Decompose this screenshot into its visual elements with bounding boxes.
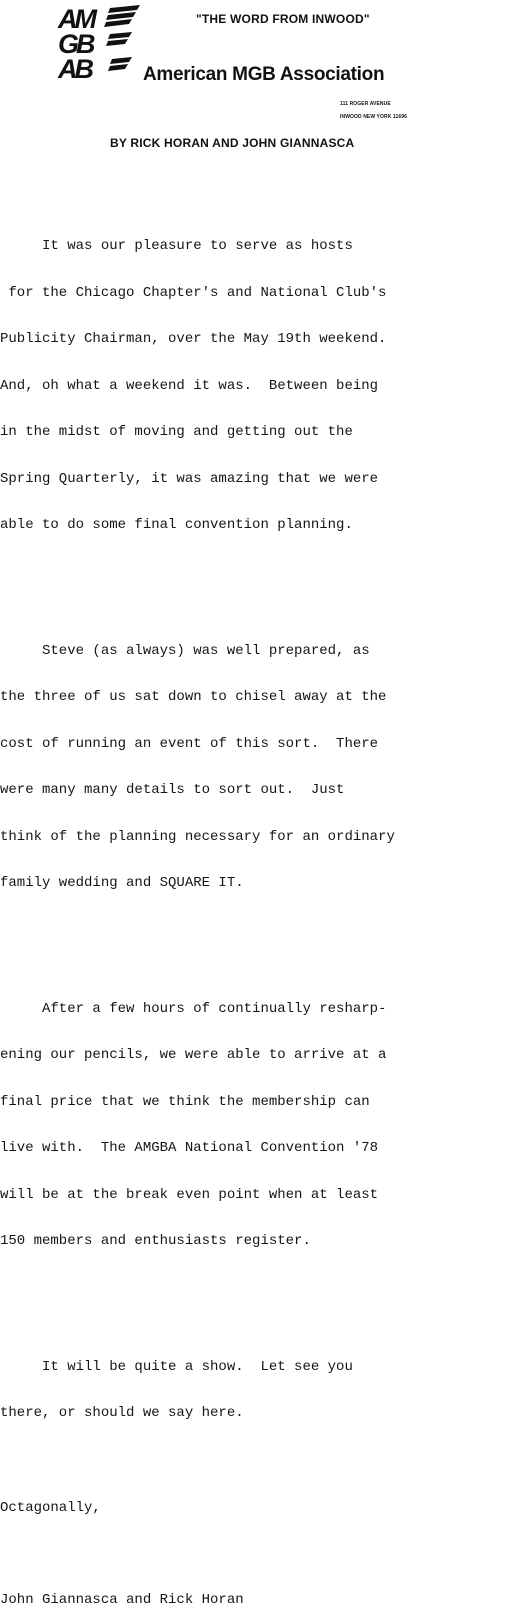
text-line: 150 members and enthusiasts register. [0, 1233, 311, 1249]
text-line: able to do some final convention planning. [0, 517, 353, 533]
closing: Octagonally, [0, 1499, 101, 1516]
text-line: for the Chicago Chapter's and National Club's [0, 284, 387, 301]
paragraph-2 [0, 613, 520, 923]
text-line: It was our pleasure to serve as hosts [0, 238, 353, 254]
logo-row-ab: AB [58, 54, 91, 84]
text-line: Steve (as always) was well prepared, as [0, 642, 370, 659]
text-line: cost of running an event of this sort. There [0, 735, 379, 752]
text-line: And, oh what a weekend it was. Between being [0, 377, 379, 394]
text-line: After a few hours of continually resharp- [0, 1000, 387, 1017]
signature: John Giannasca and Rick Horan [0, 1592, 244, 1608]
text-line: in the midst of moving and getting out the [0, 424, 353, 440]
text-line: family wedding and SQUARE IT. [0, 875, 244, 891]
text-line: there, or should we say here. [0, 1405, 244, 1421]
address-line-street: 111 ROGER AVENUE [340, 101, 391, 107]
text-line: Publicity Chairman, over the May 19th weekend. [0, 331, 387, 347]
logo-speed-stripes-icon [104, 5, 140, 71]
address-line-city: INWOOD NEW YORK 11696 [340, 114, 408, 120]
byline: BY RICK HORAN AND JOHN GIANNASCA [110, 136, 355, 150]
letter-body [0, 177, 520, 1624]
text-line: think of the planning necessary for an ordinary [0, 828, 395, 845]
paragraph-1 [0, 208, 520, 565]
paragraph-4 [0, 1329, 520, 1453]
text-line: ening our pencils, we were able to arrive at a [0, 1047, 387, 1063]
text-line: final price that we think the membership can [0, 1093, 370, 1110]
logo-row-am: AM [58, 4, 94, 34]
text-line: the three of us sat down to chisel away at the [0, 689, 387, 705]
paragraph-3 [0, 971, 520, 1281]
logo-row-gb: GB [58, 29, 93, 59]
association-name: American MGB Association [143, 64, 385, 85]
text-line: Spring Quarterly, it was amazing that we were [0, 470, 379, 487]
text-line: live with. The AMGBA National Convention '78 [0, 1140, 379, 1156]
text-line: It will be quite a show. Let see you [0, 1358, 353, 1375]
text-line: will be at the break even point when at least [0, 1186, 379, 1203]
newsletter-column-title: "THE WORD FROM INWOOD" [196, 12, 370, 26]
text-line: were many many details to sort out. Just [0, 782, 345, 798]
amgba-logo [58, 4, 150, 84]
